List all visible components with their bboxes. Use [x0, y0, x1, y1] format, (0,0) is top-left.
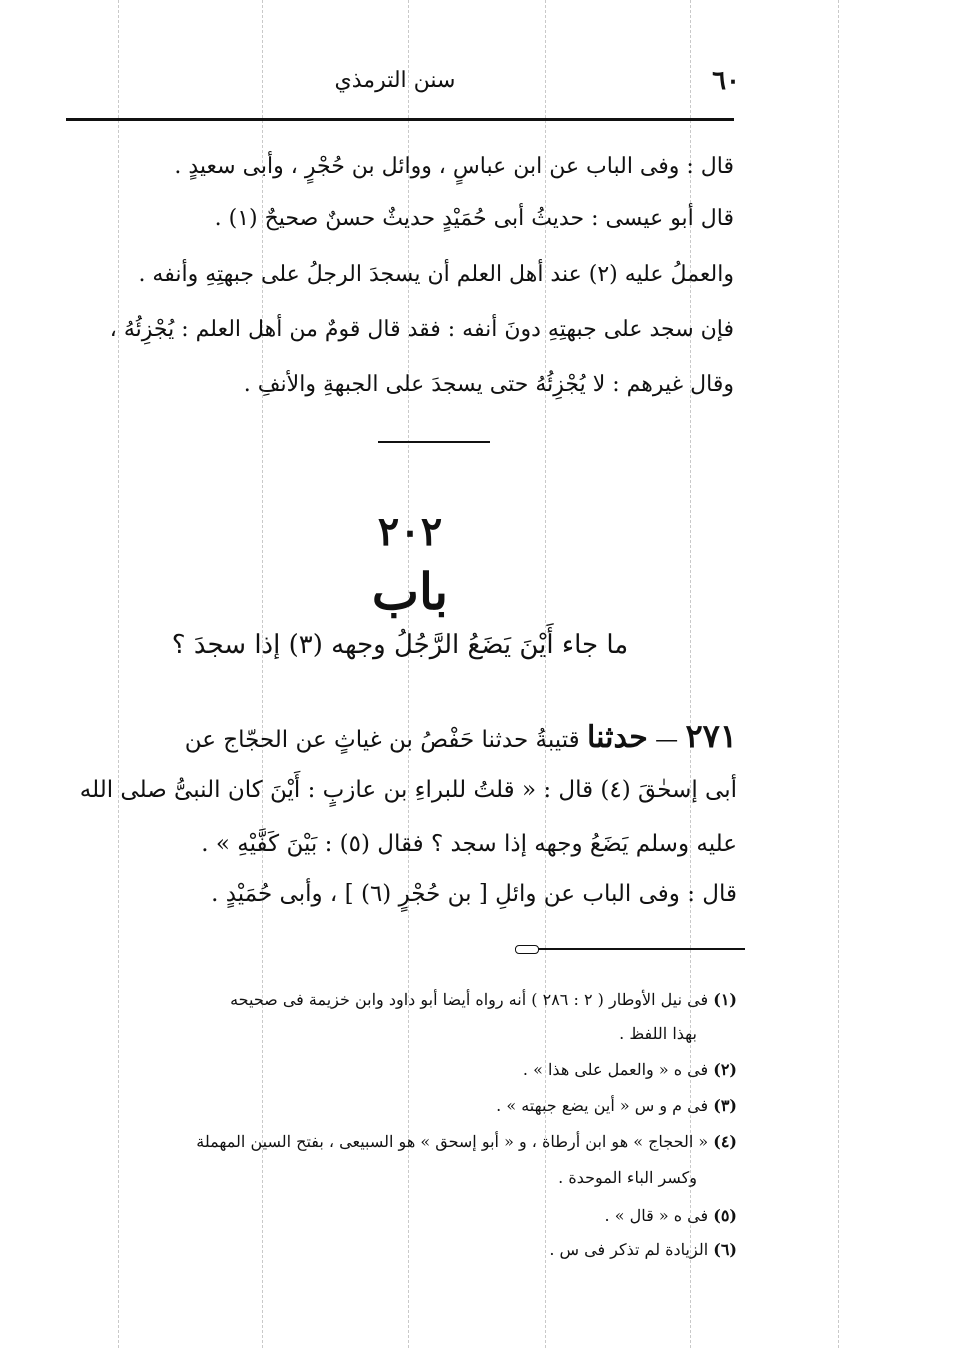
hadith-line: عليه وسلم يَضَعُ وجهه إذا سجد ؟ فقال (٥) : بَيْنَ كَفَّيْهِ » .	[201, 831, 737, 857]
chapter-title: ما جاء أَيْنَ يَضَعُ الرَّجُلُ وجهه (٣) إذا سجدَ ؟	[171, 630, 629, 660]
header-rule	[66, 118, 734, 121]
text-line: والعملُ عليه (٢) عند أهل العلم أن يسجدَ الرجلُ على جبهتِهِ وأنفه .	[138, 262, 734, 287]
footnote-text: الزيادة لم تذكر فى س .	[549, 1240, 709, 1259]
section-divider	[378, 441, 490, 443]
text-line: قال أبو عيسى : حديثُ أبى حُمَيْدٍ حديثٌ حسنٌ صحيحٌ (١) .	[214, 206, 734, 231]
footnote-text: فى نيل الأوطار ( ٢ : ٢٨٦ ) أنه رواه أيضا أبو داود وابن خزيمة فى صحيحه	[230, 990, 709, 1009]
footnote-2	[77, 1058, 737, 1082]
running-title: سنن الترمذي	[334, 68, 456, 93]
page-number: ٦٠	[712, 66, 740, 96]
text-line: وقال غيرهم : لا يُجْزِئُهُ حتى يسجدَ على الجبهةِ والأنفِ .	[243, 372, 734, 397]
hadith-line1-text: قتيبةُ حدثنا حَفْصُ بن غياثٍ عن الحجّاج عن	[184, 727, 587, 753]
footnote-text: وكسر الباء الموحدة .	[558, 1168, 697, 1187]
footnote-text: فى ه « قال » .	[604, 1206, 709, 1225]
footnote-text: فى ه « والعمل على هذا » .	[522, 1060, 709, 1079]
footnote-6	[77, 1238, 737, 1262]
hadith-line: أبى إسحٰقَ (٤) قال : « قلتُ للبراءِ بن عازبٍ : أَيْنَ كان النبىُّ صلى الله	[79, 777, 737, 803]
footnote-text: بهذا اللفظ .	[619, 1024, 697, 1043]
footnote-4-continued	[37, 1166, 697, 1190]
chapter-number: ٢٠٢	[377, 508, 443, 555]
text-line: فإن سجد على جبهتِهِ دونَ أنفه : فقد قال قومٌ من أهل العلم : يُجْزِئُهُ ،	[109, 317, 734, 342]
hadith-first-line	[77, 718, 737, 758]
footnote-text: « الحجاج » هو ابن أرطاة ، و « أبو إسحق » هو السبيعى ، بفتح السين المهملة	[196, 1132, 709, 1151]
footnote-number: (٤)	[713, 1132, 737, 1151]
footnote-number: (٣)	[713, 1096, 737, 1115]
footnote-3	[77, 1094, 737, 1118]
footnote-number: (٢)	[713, 1060, 737, 1079]
chapter-heading: باب	[371, 562, 449, 621]
hadith-line: قال : وفى الباب عن وائلِ [ بن حُجْرٍ (٦) ] ، وأبى حُمَيْدٍ .	[211, 881, 737, 907]
scan-guide-line	[838, 0, 839, 1348]
footnote-number: (٥)	[713, 1206, 737, 1225]
footnote-1-continued	[37, 1022, 697, 1046]
separator-ornament	[515, 945, 539, 954]
footnote-5	[77, 1204, 737, 1228]
hadith-lead-word: حدثنا	[586, 720, 648, 755]
footnote-4	[77, 1130, 737, 1154]
footnote-number: (٦)	[713, 1240, 737, 1259]
footnote-separator	[515, 948, 745, 950]
footnote-1	[77, 988, 737, 1012]
hadith-number: ٢٧١	[685, 717, 737, 755]
text-line: قال : وفى الباب عن ابن عباسٍ ، ووائل بن حُجْرٍ ، وأبى سعيدٍ .	[174, 154, 734, 179]
footnote-number: (١)	[713, 990, 737, 1009]
hadith-dash: —	[647, 727, 686, 753]
footnote-text: فى م و س « أين يضع جبهته » .	[496, 1096, 709, 1115]
